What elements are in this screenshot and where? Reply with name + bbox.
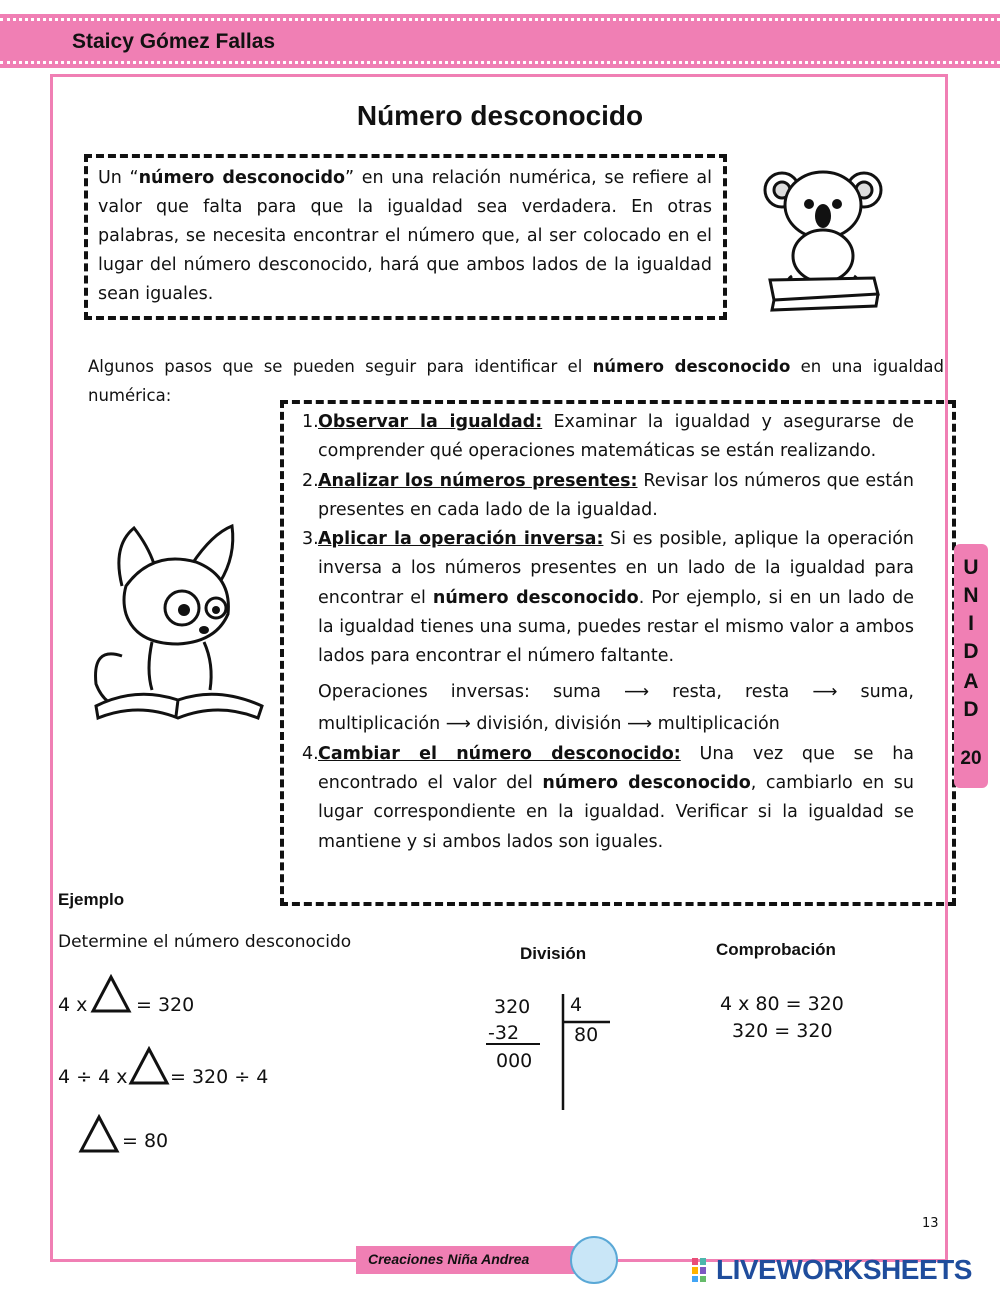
liveworksheets-watermark[interactable]: LIVEWORKSHEETS — [716, 1254, 972, 1285]
unit-letter: U — [963, 556, 979, 579]
step-number: 1. — [302, 412, 319, 432]
koala-on-book-icon — [762, 160, 884, 312]
division-remainder: 000 — [496, 1050, 533, 1072]
triangle-icon — [90, 974, 132, 1014]
step-text: Revisar los números que están presentes en cada lado de la igualdad. — [318, 470, 914, 520]
inverse-operations-note: Operaciones inversas: suma ⟶ resta, resta ⟶ suma, multiplicación ⟶ división, división ⟶ multiplicación — [318, 681, 914, 734]
check-title: Comprobación — [716, 940, 836, 959]
step-title: Aplicar la operación inversa: — [318, 529, 604, 550]
steps-list — [302, 408, 914, 857]
step-title: Cambiar el número desconocido: — [318, 743, 681, 764]
check-line-1: 4 x 80 = 320 — [720, 993, 844, 1015]
step-bold: número desconocido — [432, 587, 639, 608]
step-item — [302, 467, 914, 526]
step-text: Si es posible, aplique la operación inversa a los números presentes en un lado de la igualdad para encontrar el — [318, 529, 914, 608]
division-dividend: 320 — [494, 996, 531, 1018]
equation-1-right: = 320 — [136, 994, 195, 1016]
fox-reading-icon — [92, 516, 264, 722]
equation-2-left: 4 ÷ 4 x — [58, 1066, 128, 1088]
step-text: , cambiarlo en su lugar correspondiente en la igualdad. Verificar si la igualdad se mantiene y si ambos lados son iguales. — [318, 772, 914, 852]
step-number: 4. — [302, 743, 319, 764]
step-title: Observar la igualdad: — [318, 412, 543, 432]
division-divisor: 4 — [570, 994, 583, 1016]
equation-2-right: = 320 ÷ 4 — [170, 1066, 269, 1088]
division-bracket — [480, 990, 620, 1114]
step-item — [302, 740, 914, 857]
step-title: Analizar los números presentes: — [318, 470, 638, 491]
step-item — [302, 525, 914, 739]
example-instruction: Determine el número desconocido — [58, 932, 352, 952]
division-subtract: -32 — [488, 1022, 520, 1044]
page-number: 13 — [922, 1216, 939, 1231]
footer-brand: Creaciones Niña Andrea — [368, 1251, 530, 1267]
unit-letter: I — [968, 612, 974, 635]
triangle-icon — [78, 1114, 120, 1154]
page-title: Número desconocido — [356, 100, 644, 131]
step-bold: número desconocido — [542, 772, 751, 793]
unit-letter: N — [963, 584, 979, 607]
triangle-icon — [128, 1046, 170, 1086]
step-text: . Por ejemplo, si en un lado de la igualdad tienes una suma, puedes restar el mismo valor a ambos lados para encontrar el número faltante. — [318, 587, 914, 667]
unit-letter: D — [963, 640, 979, 663]
step-text: Una vez que se ha encontrado el valor del — [318, 743, 915, 793]
equation-1-left: 4 x — [58, 994, 88, 1016]
division-quotient: 80 — [574, 1024, 599, 1046]
step-number: 3. — [302, 529, 319, 550]
example-title: Ejemplo — [58, 890, 125, 909]
brand-logo-icon — [570, 1236, 618, 1284]
author-name: Staicy Gómez Fallas — [72, 30, 276, 53]
step-text: Examinar la igualdad y asegurarse de comprender qué operaciones matemáticas se están realizando. — [318, 412, 914, 462]
unit-letter: D — [963, 698, 979, 721]
unit-number: 20 — [960, 748, 982, 769]
step-item — [302, 408, 914, 467]
unit-letter: A — [963, 670, 979, 693]
division-title: División — [520, 944, 587, 963]
step-number: 2. — [302, 470, 319, 491]
equation-3-right: = 80 — [122, 1130, 169, 1152]
check-line-2: 320 = 320 — [732, 1020, 833, 1042]
liveworksheets-logo-icon — [692, 1258, 714, 1282]
definition-text: Un “número desconocido” en una relación numérica, se refiere al valor que falta para que la igualdad sea verdadera. En otras palabras, se necesita encontrar el número que, al ser colocado en el lugar del número desconocido, hará que ambos lados de la igualdad sean iguales. — [98, 168, 712, 304]
steps-intro: Algunos pasos que se pueden seguir para identificar el número desconocido en una igualdad numérica: — [88, 357, 945, 405]
